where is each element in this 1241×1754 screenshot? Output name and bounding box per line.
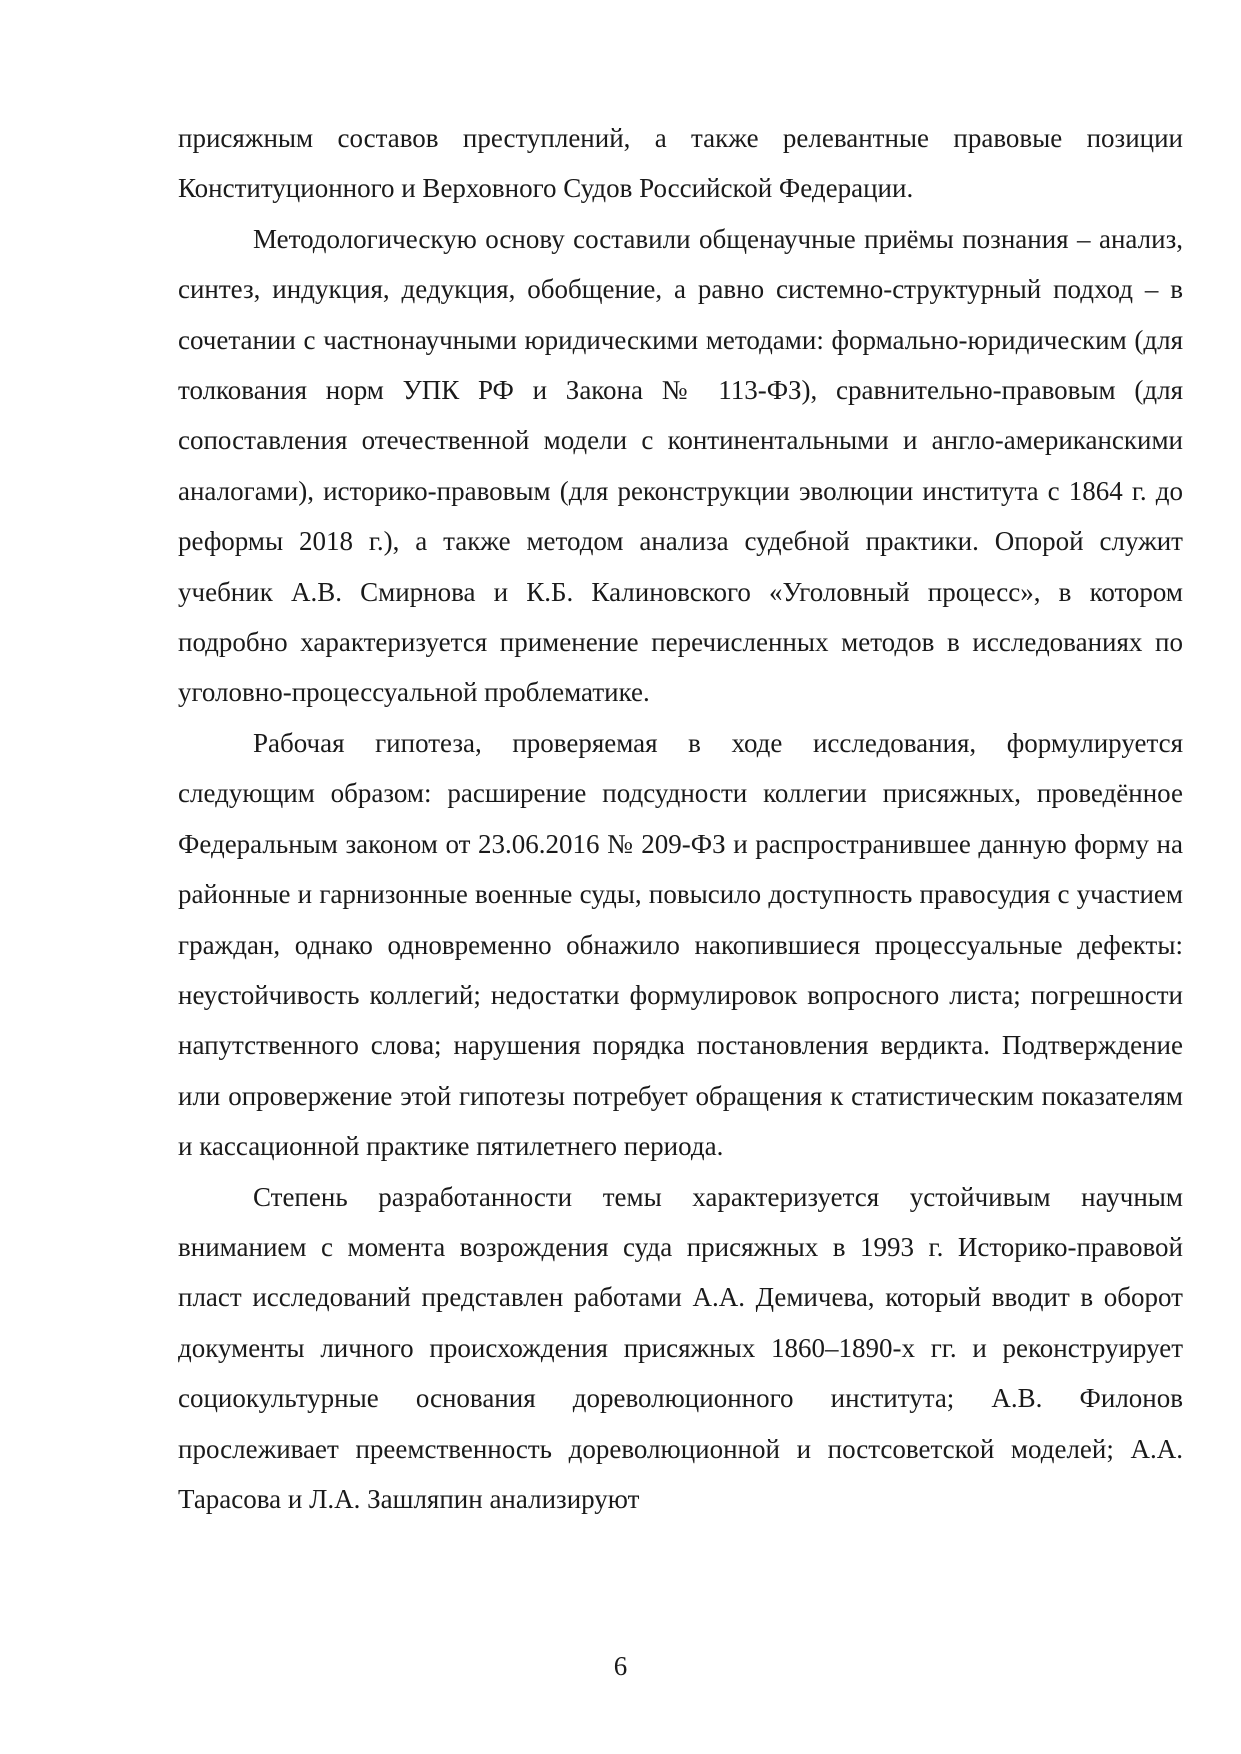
page-body	[178, 113, 1183, 1524]
paragraph-methodology: Методологическую основу составили общенаучные приёмы познания – анализ, синтез, индукция, дедукция, обобщение, а равно системно-структурный подход – в сочетании с частнонаучными юридическими методами: формально-юридическим (для толкования норм УПК РФ и Закона № 113-ФЗ), сравнительно-правовым (для сопоставления отечественной модели с континентальными и англо-американскими аналогами), историко-правовым (для реконструкции эволюции института с 1864 г. до реформы 2018 г.), а также методом анализа судебной практики. Опорой служит учебник А.В. Смирнова и К.Б. Калиновского «Уголовный процесс», в котором подробно характеризуется применение перечисленных методов в исследованиях по уголовно-процессуальной проблематике.	[178, 223, 1183, 708]
paragraph-continuation: присяжным составов преступлений, а также релевантные правовые позиции Конституционного и Верховного Судов Российской Федерации.	[178, 123, 1183, 204]
paragraph-hypothesis: Рабочая гипотеза, проверяемая в ходе исследования, формулируется следующим образом: расширение подсудности коллегии присяжных, проведённое Федеральным законом от 23.06.2016 № 209-ФЗ и распространившее данную форму на районные и гарнизонные военные суды, повысило доступность правосудия с участием граждан, однако одновременно обнажило накопившиеся процессуальные дефекты: неустойчивость коллегий; недостатки формулировок вопросного листа; погрешности напутственного слова; нарушения порядка постановления вердикта. Подтверждение или опровержение этой гипотезы потребует обращения к статистическим показателям и кассационной практике пятилетнего периода.	[178, 727, 1183, 1162]
paragraph-research-degree: Степень разработанности темы характеризуется устойчивым научным вниманием с момента возрождения суда присяжных в 1993 г. Историко-правовой пласт исследований представлен работами А.А. Демичева, который вводит в оборот документы личного происхождения присяжных 1860–1890-х гг. и реконструирует социокультурные основания дореволюционного института; А.В. Филонов прослеживает преемственность дореволюционной и постсоветской моделей; А.А. Тарасова и Л.А. Зашляпин анализируют	[178, 1181, 1183, 1514]
page-number: 6	[613, 1651, 628, 1681]
